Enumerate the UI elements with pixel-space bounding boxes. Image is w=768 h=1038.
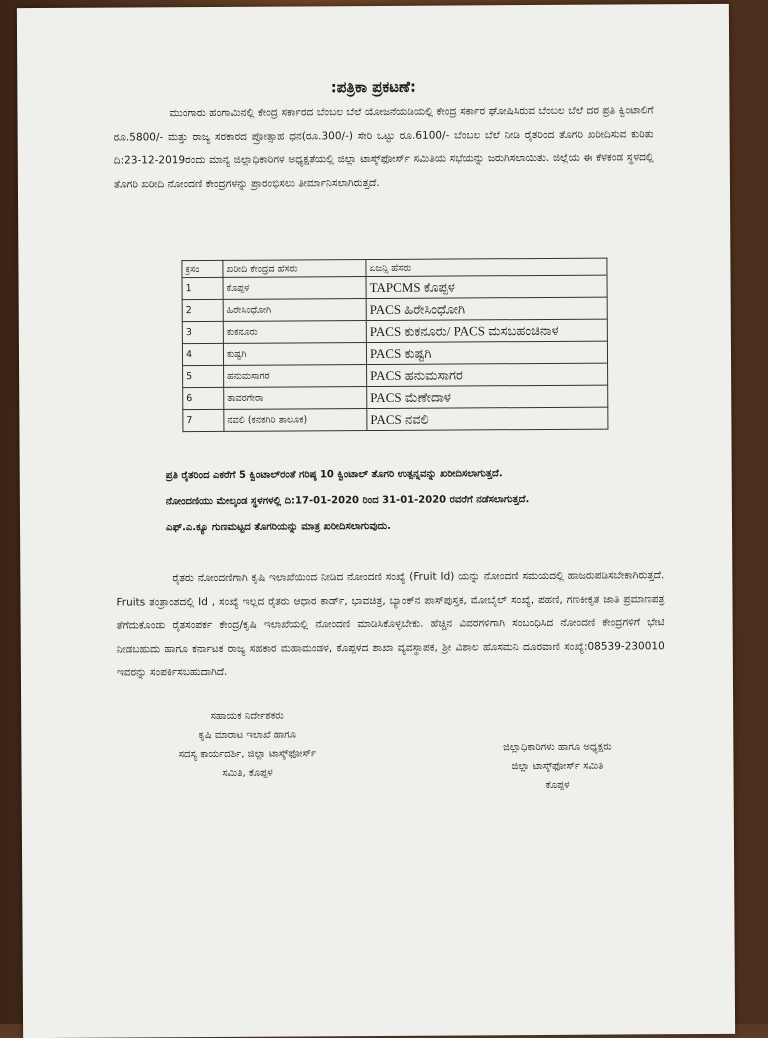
- table-row: [183, 363, 608, 388]
- intro-paragraph: ಮುಂಗಾರು ಹಂಗಾಮಿನಲ್ಲಿ ಕೇಂದ್ರ ಸರ್ಕಾರದ ಬೆಂಬಲ ಬೆಲೆ ಯೋಜನೆಯಡಿಯಲ್ಲಿ ಕೇಂದ್ರ ಸರ್ಕಾರ ಘೋಷಿಸಿರುವ ಬೆಂಬಲ ಬೆಲೆ ದರ ಪ್ರತಿ ಕ್ವಿಂಟಾಲಿಗೆ ರೂ.5800/- ಮತ್ತು ರಾಜ್ಯ ಸರಕಾರದ ಪ್ರೋತ್ಸಾಹ ಧನ(ರೂ.300/-) ಸೇರಿ ಒಟ್ಟು ರೂ.6100/- ಬೆಂಬಲ ಬೆಲೆ ನೀಡಿ ರೈತರಿಂದ ತೊಗರಿ ಖರೀದಿಸುವ ಕುರಿತು ದಿ:23-12-2019ರಂದು ಮಾನ್ಯ ಜಿಲ್ಲಾಧಿಕಾರಿಗಳ ಅಧ್ಯಕ್ಷತೆಯಲ್ಲಿ ಜಿಲ್ಲಾ ಟಾಸ್ಕ್‌ಫೋರ್ಸ್ ಸಮಿತಿಯ ಸಭೆಯನ್ನು ಜರುಗಿಸಲಾಯಿತು. ಜಿಲ್ಲೆಯ ಈ ಕೆಳಕಂಡ ಸ್ಥಳದಲ್ಲಿ ತೊಗರಿ ಖರೀದಿ ನೋಂದಣಿ ಕೇಂದ್ರಗಳನ್ನು ಪ್ರಾರಂಭಿಸಲು ತೀರ್ಮಾನಿಸಲಾಗಿರುತ್ತದೆ.: [113, 104, 654, 191]
- agency-cell: PACS ಹನುಮಸಾಗರ: [367, 363, 608, 386]
- key-point: ಎಫ್.ಎ.ಕ್ಯೂ ಗುಣಮಟ್ಟದ ತೊಗರಿಯನ್ನು ಮಾತ್ರ ಖರೀದಿಸಲಾಗುವುದು.: [166, 520, 391, 534]
- signature-line: ಸಮಿತಿ, ಕೊಪ್ಪಳ: [222, 767, 273, 779]
- agency-cell: TAPCMS ಕೊಪ್ಪಳ: [366, 275, 607, 298]
- serial-cell: 2: [182, 299, 223, 321]
- serial-cell: 4: [182, 343, 223, 365]
- header-agency-name: ಏಜನ್ಸಿ ಹೆಸರು: [366, 258, 607, 276]
- signature-line: ಸಹಾಯಕ ನಿರ್ದೇಶಕರು: [210, 710, 284, 723]
- key-points: [166, 460, 686, 541]
- press-release-sheet: [17, 4, 735, 1038]
- signature-line: ಕೃಷಿ ಮಾರಾಟ ಇಲಾಖೆ ಹಾಗೂ: [198, 729, 297, 742]
- serial-cell: 6: [183, 387, 224, 409]
- centre-cell: ತಾವರಗೇರಾ: [224, 387, 367, 410]
- table-row: [182, 319, 607, 344]
- signature-line: ಕೊಪ್ಪಳ: [545, 779, 570, 791]
- procurement-centres-table: [181, 258, 608, 433]
- agency-cell: PACS ಹಿರೇಸಿಂಧೋಗಿ: [366, 297, 607, 320]
- table-row: [182, 275, 607, 300]
- header-centre-name: ಖರೀದಿ ಕೇಂದ್ರದ ಹೆಸರು: [223, 260, 366, 278]
- centre-cell: ಕುಕನೂರು: [223, 321, 366, 344]
- signature-block-left: [147, 706, 347, 783]
- serial-cell: 1: [182, 277, 223, 299]
- signature-line: ಜಿಲ್ಲಾಧಿಕಾರಿಗಳು ಹಾಗೂ ಅಧ್ಯಕ್ಷರು: [503, 741, 612, 754]
- table-row: [183, 385, 608, 410]
- centre-cell: ಕುಷ್ಟಗಿ: [223, 343, 366, 366]
- table-row: [182, 297, 607, 322]
- centre-cell: ಹಿರೇಸಿಂಧೋಗಿ: [223, 299, 366, 322]
- header-serial: ಕ್ರಸಂ: [182, 260, 223, 277]
- key-point: ಪ್ರತಿ ರೈತರಿಂದ ಎಕರೆಗೆ 5 ಕ್ವಿಂಟಾಲ್‌ರಂತೆ ಗರಿಷ್ಠ 10 ಕ್ವಿಂಟಾಲ್ ತೊಗರಿ ಉತ್ಪನ್ನವನ್ನು ಖರೀದಿಸಲಾಗುತ್ತದೆ.: [165, 468, 503, 482]
- table-row: [183, 407, 608, 432]
- signature-block-right: [457, 737, 657, 795]
- signature-line: ಸದಸ್ಯ ಕಾರ್ಯದರ್ಶಿ, ಜಿಲ್ಲಾ ಟಾಸ್ಕ್‌ಫೋರ್ಸ್: [178, 748, 317, 761]
- centre-cell: ಕೊಪ್ಪಳ: [223, 277, 366, 300]
- agency-cell: PACS ಕುಕನೂರು/ PACS ಮಸಬಹಂಚಿನಾಳ: [366, 319, 607, 342]
- serial-cell: 3: [182, 321, 223, 343]
- table-row: [182, 341, 607, 366]
- key-point: ನೋಂದಣಿಯು ಮೇಲ್ಕಂಡ ಸ್ಥಳಗಳಲ್ಲಿ ದಿ:17-01-2020 ರಿಂದ 31-01-2020 ರವರೆಗೆ ನಡೆಸಲಾಗುತ್ತದೆ.: [165, 494, 530, 508]
- registration-paragraph: ರೈತರು ನೋಂದಣಿಗಾಗಿ ಕೃಷಿ ಇಲಾಖೆಯಿಂದ ನೀಡಿದ ನೋಂದಣಿ ಸಂಖ್ಯೆ (Fruit Id) ಯನ್ನು ನೋಂದಣಿ ಸಮಯದಲ್ಲಿ ಹಾಜರುಪಡಿಸಬೇಕಾಗಿರುತ್ತದೆ. Fruits ತಂತ್ರಾಂಶದಲ್ಲಿ Id , ಸಂಖ್ಯೆ ಇಲ್ಲದ ರೈತರು ಆಧಾರ ಕಾರ್ಡ್, ಭಾವಚಿತ್ರ, ಬ್ಯಾಂಕ್‌ನ ಪಾಸ್‌ಪುಸ್ತಕ, ಮೋಬೈಲ್ ಸಂಖ್ಯೆ, ಪಹಣಿ, ಗಣಕೀಕೃತ ಜಾತಿ ಪ್ರಮಾಣಪತ್ರ ತೆಗೆದುಕೊಂಡು ರೈತಸಂಪರ್ಕ ಕೇಂದ್ರ/ಕೃಷಿ ಇಲಾಖೆಯಲ್ಲಿ ನೋಂದಣಿ ಮಾಡಿಸಿಕೊಳ್ಳಬೇಕು. ಹೆಚ್ಚಿನ ವಿವರಗಳಿಗಾಗಿ ಸಂಬಂಧಿಸಿದ ನೋಂದಣಿ ಕೇಂದ್ರಗಳಿಗೆ ಭೇಟಿ ನೀಡಬಹುದು ಹಾಗೂ ಕರ್ನಾಟಕ ರಾಜ್ಯ ಸಹಕಾರ ಮಹಾಮಂಡಳ, ಕೊಪ್ಪಳದ ಶಾಖಾ ವ್ಯವಸ್ಥಾಪಕ, ಶ್ರೀ ವಿಶಾಲ ಹೊಸಮನಿ ದೂರವಾಣಿ ಸಂಖ್ಯೆ:08539-230010 ಇವರನ್ನು ಸಂಪರ್ಕಿಸಬಹುದಾಗಿದೆ.: [116, 569, 665, 679]
- agency-cell: PACS ನವಲಿ: [367, 407, 608, 430]
- serial-cell: 7: [183, 409, 224, 431]
- document-title: :ಪತ್ರಿಕಾ ಪ್ರಕಟಣೆ:: [330, 77, 416, 97]
- serial-cell: 5: [183, 365, 224, 387]
- agency-cell: PACS ಕುಷ್ಟಗಿ: [366, 341, 607, 364]
- centre-cell: ನವಲಿ (ಕನಕಗಿರಿ ತಾಲೂಕ): [224, 409, 367, 432]
- centre-cell: ಹನುಮಸಾಗರ: [224, 365, 367, 388]
- signature-line: ಜಿಲ್ಲಾ ಟಾಸ್ಕ್‌ಫೋರ್ಸ್ ಸಮಿತಿ: [511, 760, 604, 773]
- agency-cell: PACS ಮೆಣೇದಾಳ: [367, 385, 608, 408]
